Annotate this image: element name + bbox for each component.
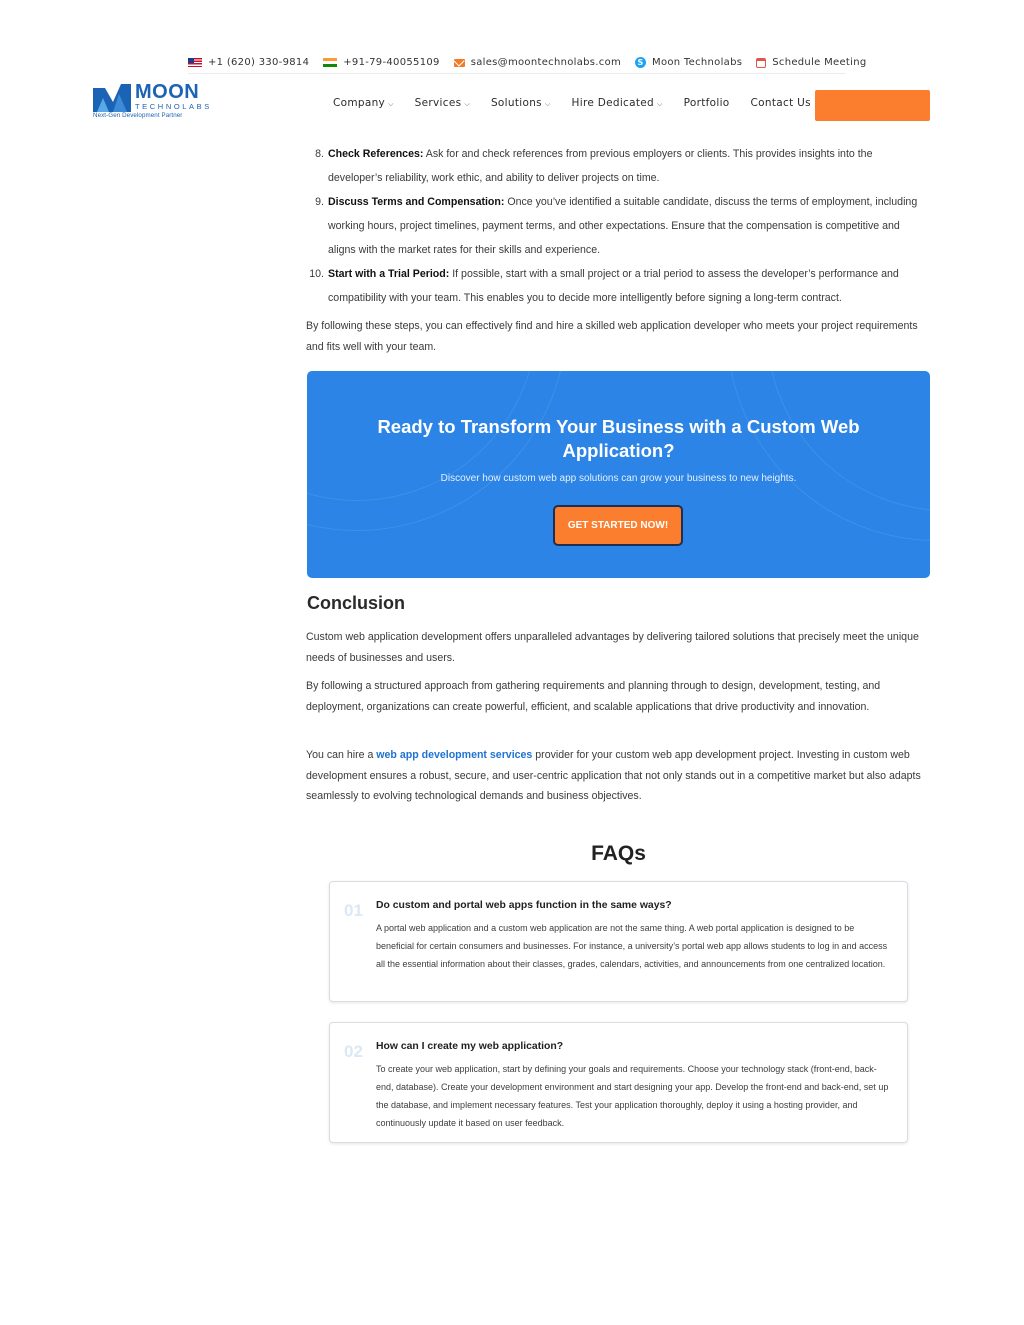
- step-title: Check References:: [328, 148, 424, 160]
- chevron-down-icon: ⌵: [657, 99, 663, 108]
- cta-title: Ready to Transform Your Business with a Custom Web Application?: [377, 416, 860, 461]
- hiring-steps-list: [306, 142, 928, 310]
- mail-icon: [454, 59, 465, 67]
- chevron-down-icon: ⌵: [544, 99, 551, 108]
- faq-item[interactable]: [329, 1022, 908, 1143]
- cta-banner: [307, 371, 930, 578]
- clipped-text-line: [328, 126, 488, 130]
- nav-solutions-label: Solutions: [490, 97, 542, 109]
- nav-contact-us[interactable]: [751, 97, 811, 109]
- main-nav: [333, 97, 811, 109]
- contact-bar: [188, 52, 867, 74]
- conclusion-p3-after: provider for your custom web app development project. Investing in custom web development ensures a robust, secure, and user-centric application that not only stands out in a competitive market but also adapts seamlessly to evolving technological demands and business objectives.: [306, 749, 921, 802]
- nav-solutions[interactable]: [491, 97, 551, 109]
- conclusion-paragraph-1: Custom web application development offers unparalleled advantages by delivering tailored solutions that precisely meet the unique needs of businesses and users.: [306, 631, 919, 664]
- steps-summary: By following these steps, you can effectively find and hire a skilled web application developer who meets your project requirements and fits well with your team.: [306, 320, 918, 353]
- step-text: Once you’ve identified a suitable candidate, discuss the terms of employment, including working hours, project timelines, payment terms, and other expectations. Ensure that the compensation is competitive and aligns with the market rates for their skills and experience.: [328, 196, 918, 256]
- header-cta-button[interactable]: [815, 90, 930, 121]
- nav-services[interactable]: [415, 97, 470, 109]
- step-text: If possible, start with a small project or a trial period to assess the developer’s performance and compatibility with your team. This enables you to decide more intelligently before signing a long-term contract.: [328, 268, 899, 304]
- nav-portfolio-label: Portfolio: [683, 97, 730, 109]
- step-title: Start with a Trial Period:: [328, 268, 450, 280]
- nav-hire-dedicated[interactable]: [572, 97, 663, 109]
- list-item: [306, 142, 928, 190]
- moon-logo-icon: [93, 84, 131, 112]
- phone-us-text: +1 (620) 330-9814: [208, 57, 310, 68]
- list-item: [306, 190, 928, 262]
- faq-number: 02: [344, 1042, 363, 1061]
- step-body: [328, 190, 928, 262]
- step-text: Ask for and check references from previous employers or clients. This provides insights into the developer’s reliability, work ethic, and ability to deliver projects on time.: [328, 148, 873, 184]
- schedule-meeting-link[interactable]: [756, 57, 866, 68]
- email-link[interactable]: [454, 57, 621, 68]
- step-number: 8.: [315, 148, 324, 160]
- schedule-meeting-text: Schedule Meeting: [772, 57, 867, 68]
- conclusion-p3-before: You can hire a: [306, 749, 377, 761]
- conclusion-heading: Conclusion: [307, 593, 405, 613]
- faq-question: Do custom and portal web apps function in the same ways?: [376, 900, 672, 911]
- nav-company-label: Company: [333, 97, 386, 109]
- faq-number: 01: [344, 901, 363, 920]
- step-title: Discuss Terms and Compensation:: [328, 196, 505, 208]
- faq-item[interactable]: [329, 881, 908, 1002]
- site-logo[interactable]: [93, 82, 213, 122]
- step-body: [328, 142, 928, 190]
- nav-contact-us-label: Contact Us: [750, 97, 811, 109]
- step-number: 9.: [315, 196, 324, 208]
- conclusion-paragraph-3: [306, 745, 930, 807]
- faq-question: How can I create my web application?: [376, 1041, 564, 1052]
- phone-in-text: +91-79-40055109: [343, 57, 440, 68]
- skype-text: Moon Technolabs: [652, 57, 743, 68]
- nav-portfolio[interactable]: [684, 97, 730, 109]
- skype-link[interactable]: [635, 57, 742, 68]
- chevron-down-icon: ⌵: [388, 99, 394, 108]
- logo-tagline: Next-Gen Development Partner: [93, 112, 183, 119]
- skype-icon: S: [635, 57, 646, 68]
- phone-in-link[interactable]: [323, 57, 439, 68]
- faqs-heading: FAQs: [591, 842, 646, 865]
- logo-subname: TECHNOLABS: [135, 102, 212, 111]
- step-number: 10.: [309, 268, 324, 280]
- cta-subtitle: Discover how custom web app solutions can grow your business to new heights.: [440, 473, 797, 484]
- conclusion-paragraph-2: By following a structured approach from gathering requirements and planning through to design, development, testing, and deployment, organizations can create powerful, efficient, and scalable applications that drive productivity and innovation.: [306, 680, 881, 713]
- step-body: [328, 262, 928, 310]
- faq-answer: To create your web application, start by defining your goals and requirements. Choose your technology stack (front-end, back-end, database). Create your development environment and start designing your app. Develop the front-end and back-end, set up the database, and implement necessary features. Test your application thoroughly, deploy it using a hosting provider, and continuously update it based on user feedback.: [376, 1064, 889, 1128]
- phone-us-link[interactable]: [188, 57, 309, 68]
- faq-answer: A portal web application and a custom web application are not the same thing. A web portal application is designed to be beneficial for certain consumers and businesses. For instance, a university’s portal web app allows students to log in and access all the essential information about their classes, grades, calendars, activities, and announcements from one centralized location.: [376, 923, 888, 969]
- email-text: sales@moontechnolabs.com: [470, 57, 622, 68]
- get-started-button[interactable]: GET STARTED NOW!: [553, 505, 683, 546]
- india-flag-icon: [323, 58, 337, 67]
- calendar-icon: [756, 58, 766, 68]
- nav-hire-dedicated-label: Hire Dedicated: [571, 97, 655, 109]
- chevron-down-icon: ⌵: [464, 99, 470, 108]
- web-app-services-link[interactable]: web app development services: [376, 749, 533, 761]
- logo-name: MOON: [135, 81, 200, 103]
- nav-services-label: Services: [414, 97, 462, 109]
- list-item: [306, 262, 928, 310]
- us-flag-icon: [188, 58, 202, 67]
- nav-company[interactable]: [333, 97, 394, 109]
